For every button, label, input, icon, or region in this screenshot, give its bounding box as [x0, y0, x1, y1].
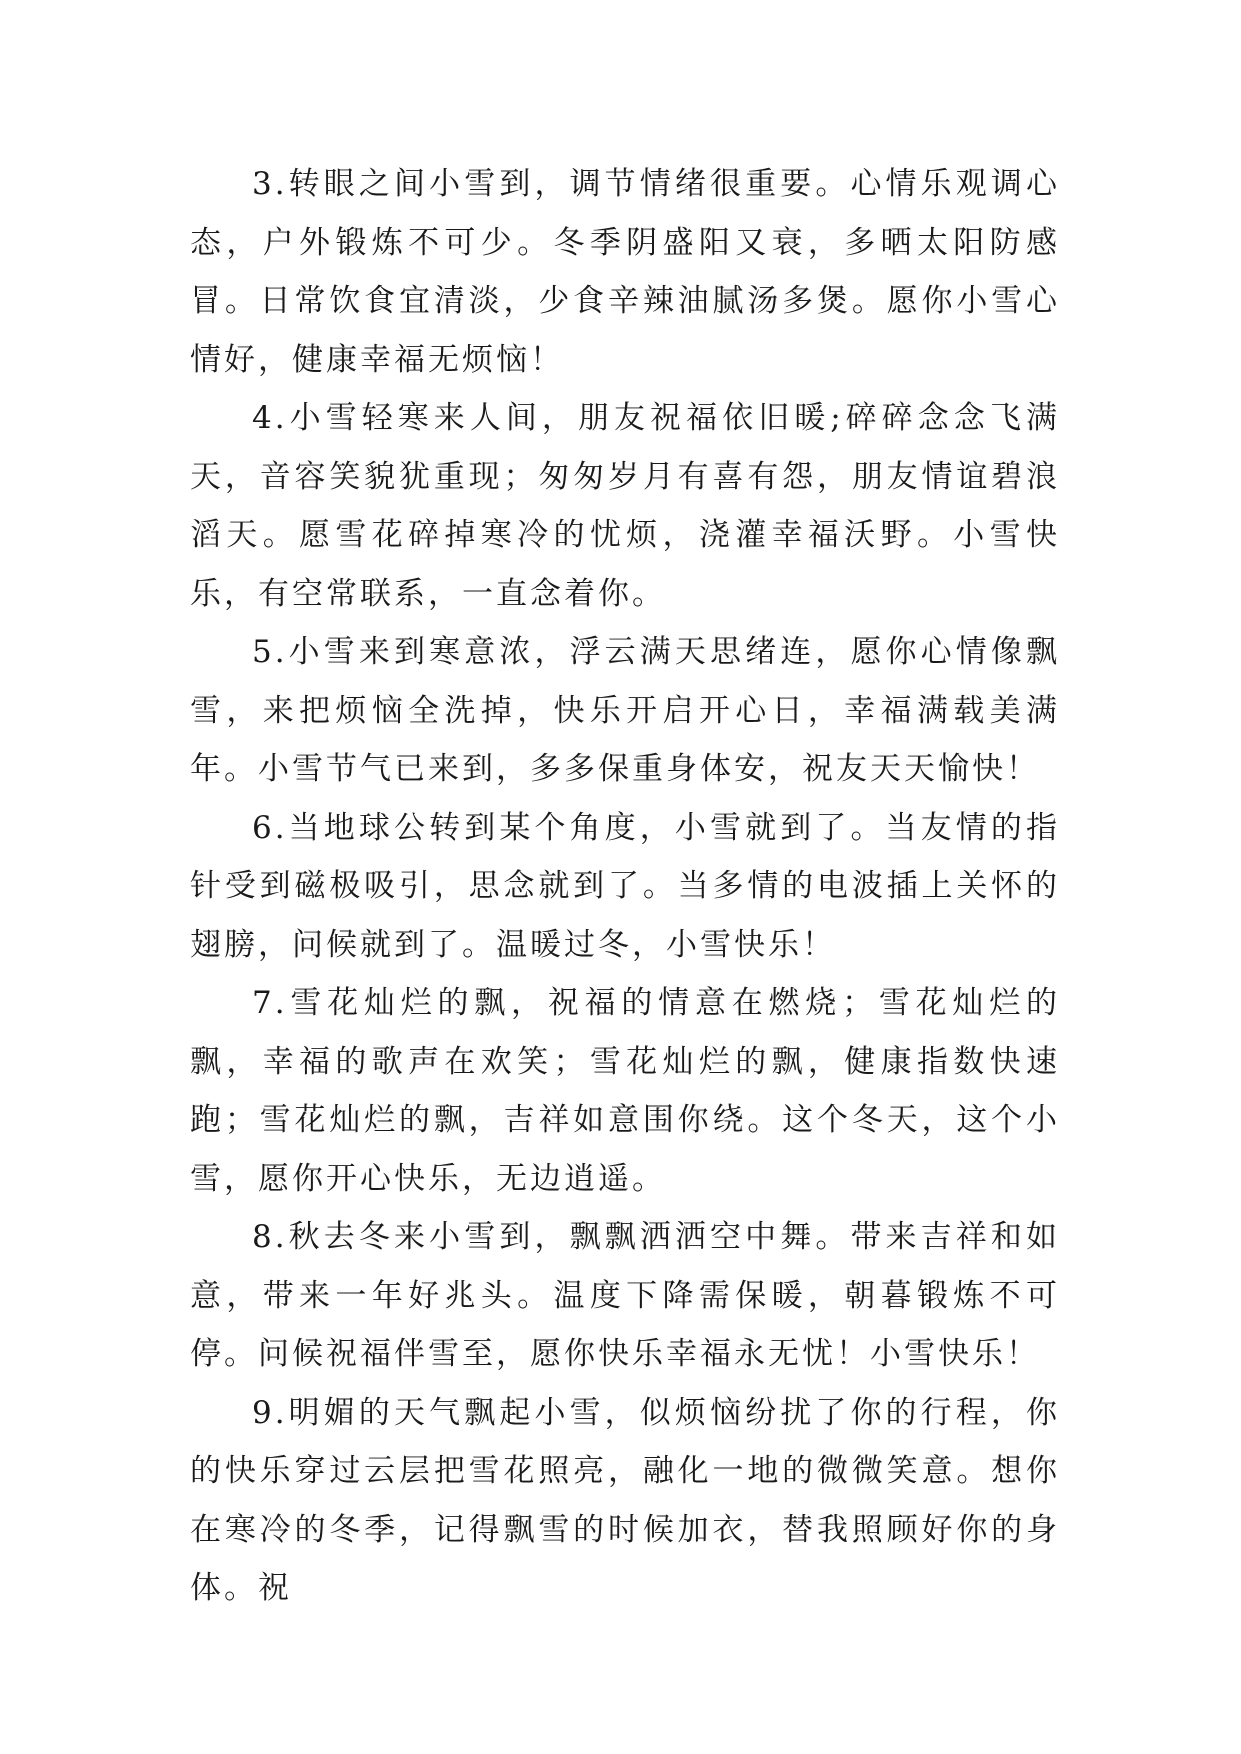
paragraph-3: 3.转眼之间小雪到，调节情绪很重要。心情乐观调心态，户外锻炼不可少。冬季阴盛阳又衰，多晒太阳防感冒。日常饮食宜清淡，少食辛辣油腻汤多煲。愿你小雪心情好，健康幸福无烦恼！	[190, 166, 1060, 378]
paragraph-5: 5.小雪来到寒意浓，浮云满天思绪连，愿你心情像飘雪，来把烦恼全洗掉，快乐开启开心日，幸福满载美满年。小雪节气已来到，多多保重身体安，祝友天天愉快！	[190, 634, 1060, 787]
paragraph-7: 7.雪花灿烂的飘，祝福的情意在燃烧；雪花灿烂的飘，幸福的歌声在欢笑；雪花灿烂的飘，健康指数快速跑；雪花灿烂的飘，吉祥如意围你绕。这个冬天，这个小雪，愿你开心快乐，无边逍遥。	[190, 985, 1060, 1197]
paragraph-6: 6.当地球公转到某个角度，小雪就到了。当友情的指针受到磁极吸引，思念就到了。当多情的电波插上关怀的翅膀，问候就到了。温暖过冬，小雪快乐！	[190, 809, 1060, 963]
paragraph-8: 8.秋去冬来小雪到，飘飘洒洒空中舞。带来吉祥和如意，带来一年好兆头。温度下降需保暖，朝暮锻炼不可停。问候祝福伴雪至，愿你快乐幸福永无忧！小雪快乐！	[190, 1219, 1060, 1372]
document-body	[190, 155, 1060, 1618]
paragraph-9: 9.明媚的天气飘起小雪，似烦恼纷扰了你的行程，你的快乐穿过云层把雪花照亮，融化一地的微微笑意。想你在寒冷的冬季，记得飘雪的时候加衣，替我照顾好你的身体。祝	[190, 1394, 1060, 1606]
paragraph-4: 4.小雪轻寒来人间，朋友祝福依旧暖;碎碎念念飞满天，音容笑貌犹重现；匆匆岁月有喜有怨，朋友情谊碧浪滔天。愿雪花碎掉寒冷的忧烦，浇灌幸福沃野。小雪快乐，有空常联系，一直念着你。	[190, 400, 1060, 612]
